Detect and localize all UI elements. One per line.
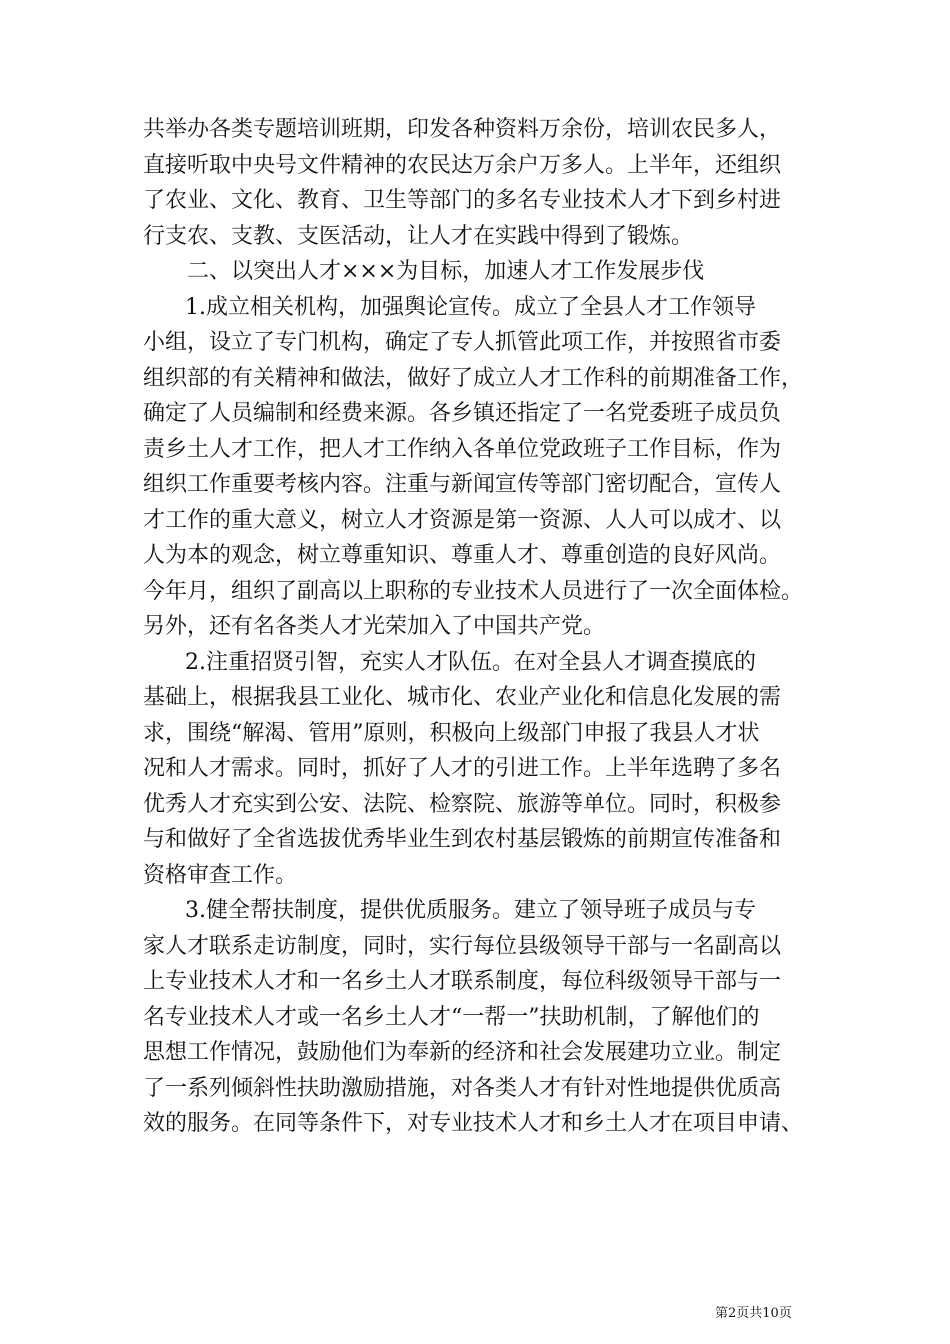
text-line: 另外，还有名各类人才光荣加入了中国共产党。	[143, 614, 606, 639]
text-line: 况和人才需求。同时，抓好了人才的引进工作。上半年选聘了多名	[143, 756, 782, 781]
text-line: 资格审查工作。	[143, 862, 298, 888]
text-line: 责乡土人才工作，把人才工作纳入各单位党政班子工作目标，作为	[143, 436, 782, 462]
text-line: 小组，设立了专门机构，确定了专人抓管此项工作，并按照省市委	[143, 330, 782, 355]
text-line: 思想工作情况，鼓励他们为奉新的经济和社会发展建功立业。制定	[143, 1040, 782, 1065]
paragraph-start: 2.注重招贤引智，充实人才队伍。在对全县人才调查摸底的	[185, 649, 756, 675]
text-line: 名专业技术人才或一名乡土人才“一帮一”扶助机制，了解他们的	[143, 1004, 760, 1030]
text-line: 与和做好了全省选拔优秀毕业生到农村基层锻炼的前期宣传准备和	[143, 827, 782, 852]
text-line: 直接听取中央号文件精神的农民达万余户万多人。上半年，还组织	[143, 152, 782, 178]
text-line: 组织部的有关精神和做法，做好了成立人才工作科的前期准备工作，	[143, 365, 804, 391]
text-line: 才工作的重大意义，树立人才资源是第一资源、人人可以成才、以	[143, 507, 782, 533]
text-line: 求，围绕“解渴、管用”原则，积极向上级部门申报了我县人才状	[143, 720, 760, 746]
paragraph-start: 3.健全帮扶制度，提供优质服务。建立了领导班子成员与专	[185, 898, 756, 923]
text-line: 组织工作重要考核内容。注重与新闻宣传等部门密切配合，宣传人	[143, 472, 782, 497]
text-line: 优秀人才充实到公安、法院、检察院、旅游等单位。同时，积极参	[143, 791, 782, 817]
section-heading: 二、以突出人才×××为目标，加速人才工作发展步伐	[187, 259, 705, 284]
paragraph-start: 1.成立相关机构，加强舆论宣传。成立了全县人才工作领导	[185, 294, 756, 320]
text-line: 基础上，根据我县工业化、城市化、农业产业化和信息化发展的需	[143, 685, 782, 710]
text-line: 行支农、支教、支医活动，让人才在实践中得到了锻炼。	[143, 223, 694, 249]
text-line: 效的服务。在同等条件下，对专业技术人才和乡土人才在项目申请、	[143, 1111, 804, 1136]
document-body	[143, 112, 823, 1142]
text-line: 人为本的观念，树立尊重知识、尊重人才、尊重创造的良好风尚。	[143, 543, 782, 568]
text-line: 了一系列倾斜性扶助激励措施，对各类人才有针对性地提供优质高	[143, 1075, 782, 1101]
text-line: 共举办各类专题培训班期，印发各种资料万余份，培训农民多人，	[143, 117, 782, 142]
text-line: 上专业技术人才和一名乡土人才联系制度，每位科级领导干部与一	[143, 969, 782, 994]
text-line: 了农业、文化、教育、卫生等部门的多名专业技术人才下到乡村进	[143, 188, 782, 213]
text-line: 确定了人员编制和经费来源。各乡镇还指定了一名党委班子成员负	[143, 401, 782, 426]
text-line: 家人才联系走访制度，同时，实行每位县级领导干部与一名副高以	[143, 933, 782, 959]
page-number-footer: 第2页共10页	[715, 1306, 792, 1321]
text-line: 今年月，组织了副高以上职称的专业技术人员进行了一次全面体检。	[143, 578, 804, 604]
